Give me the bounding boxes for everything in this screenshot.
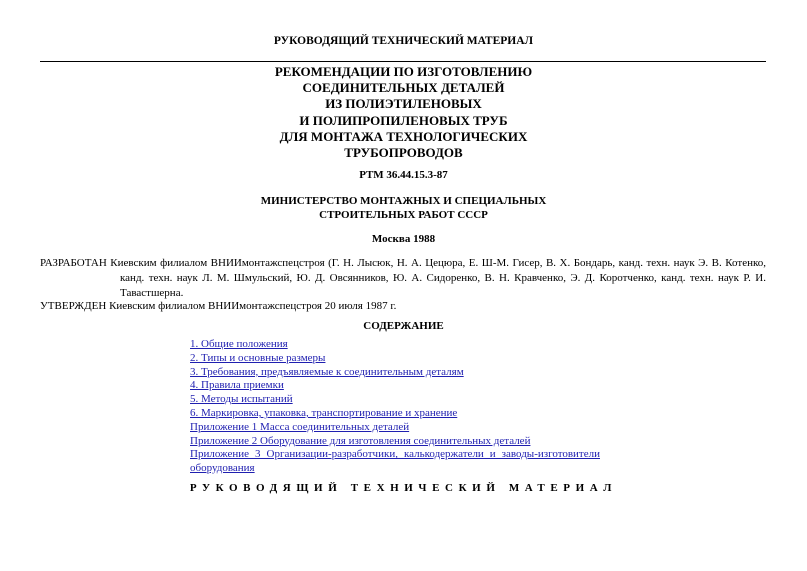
ministry-line: МИНИСТЕРСТВО МОНТАЖНЫХ И СПЕЦИАЛЬНЫХ bbox=[260, 195, 547, 207]
toc-link-acceptance-rules[interactable]: 4. Правила приемки bbox=[190, 379, 284, 392]
toc-link-appendix-2[interactable]: Приложение 2 Оборудование для изготовления соединительных деталей bbox=[190, 434, 531, 447]
toc-link-appendix-3[interactable]: Приложение 3 Организации-разработчики, калькодержатели и заводы-изготовители оборудования bbox=[190, 448, 600, 475]
developed-line: канд. техн. наук Л. М. Шмульский, Ю. Д. Овсянников, Ю. А. Сидоренко, В. Н. Кравченко, Э. Д. Коротченко, канд. техн. наук Р. И. bbox=[120, 272, 766, 284]
title-line: И ПОЛИПРОПИЛЕНОВЫХ ТРУБ bbox=[299, 112, 508, 128]
toc-link-general-provisions[interactable]: 1. Общие положения bbox=[190, 338, 288, 350]
document-type-header: РУКОВОДЯЩИЙ ТЕХНИЧЕСКИЙ МАТЕРИАЛ bbox=[273, 35, 534, 47]
title-line: СОЕДИНИТЕЛЬНЫХ ДЕТАЛЕЙ bbox=[302, 80, 505, 96]
toc-link-marking-packaging[interactable]: 6. Маркировка, упаковка, транспортирование и хранение bbox=[190, 406, 458, 419]
developed-line: РАЗРАБОТАН Киевским филиалом ВНИИмонтажспецстроя (Г. Н. Лысюк, Н. А. Цецюра, Е. Ш-М. Гисер, В. Х. Бондарь, канд. техн. наук Э. В. Котенко, bbox=[40, 257, 766, 269]
document-type-footer: РУКОВОДЯЩИЙ ТЕХНИЧЕСКИЙ МАТЕРИАЛ bbox=[189, 482, 618, 494]
toc-link-appendix-1[interactable]: Приложение 1 Масса соединительных деталей bbox=[190, 420, 410, 433]
approved-by-paragraph: УТВЕРЖДЕН Киевским филиалом ВНИИмонтажспецстроя 20 июля 1987 г. bbox=[40, 300, 397, 312]
ministry-line: СТРОИТЕЛЬНЫХ РАБОТ СССР bbox=[319, 209, 488, 221]
document-code: РТМ 36.44.15.3-87 bbox=[359, 169, 448, 181]
table-of-contents bbox=[190, 338, 600, 476]
toc-link-test-methods[interactable]: 5. Методы испытаний bbox=[190, 393, 293, 406]
title-line: РЕКОМЕНДАЦИИ ПО ИЗГОТОВЛЕНИЮ bbox=[274, 64, 533, 79]
document-title bbox=[0, 64, 807, 161]
title-line: ТРУБОПРОВОДОВ bbox=[344, 145, 463, 161]
toc-link-types-dimensions[interactable]: 2. Типы и основные размеры bbox=[190, 351, 326, 364]
title-line: ДЛЯ МОНТАЖА ТЕХНОЛОГИЧЕСКИХ bbox=[279, 128, 528, 144]
city-year: Москва 1988 bbox=[371, 233, 436, 245]
toc-link-requirements[interactable]: 3. Требования, предъявляемые к соединительным деталям bbox=[190, 365, 464, 378]
title-line: ИЗ ПОЛИЭТИЛЕНОВЫХ bbox=[325, 96, 482, 112]
developed-by-paragraph bbox=[40, 256, 766, 301]
header-divider bbox=[40, 61, 766, 62]
contents-heading: СОДЕРЖАНИЕ bbox=[363, 320, 444, 332]
developed-line: Тавастшерна. bbox=[120, 287, 184, 299]
ministry-name bbox=[0, 194, 807, 222]
